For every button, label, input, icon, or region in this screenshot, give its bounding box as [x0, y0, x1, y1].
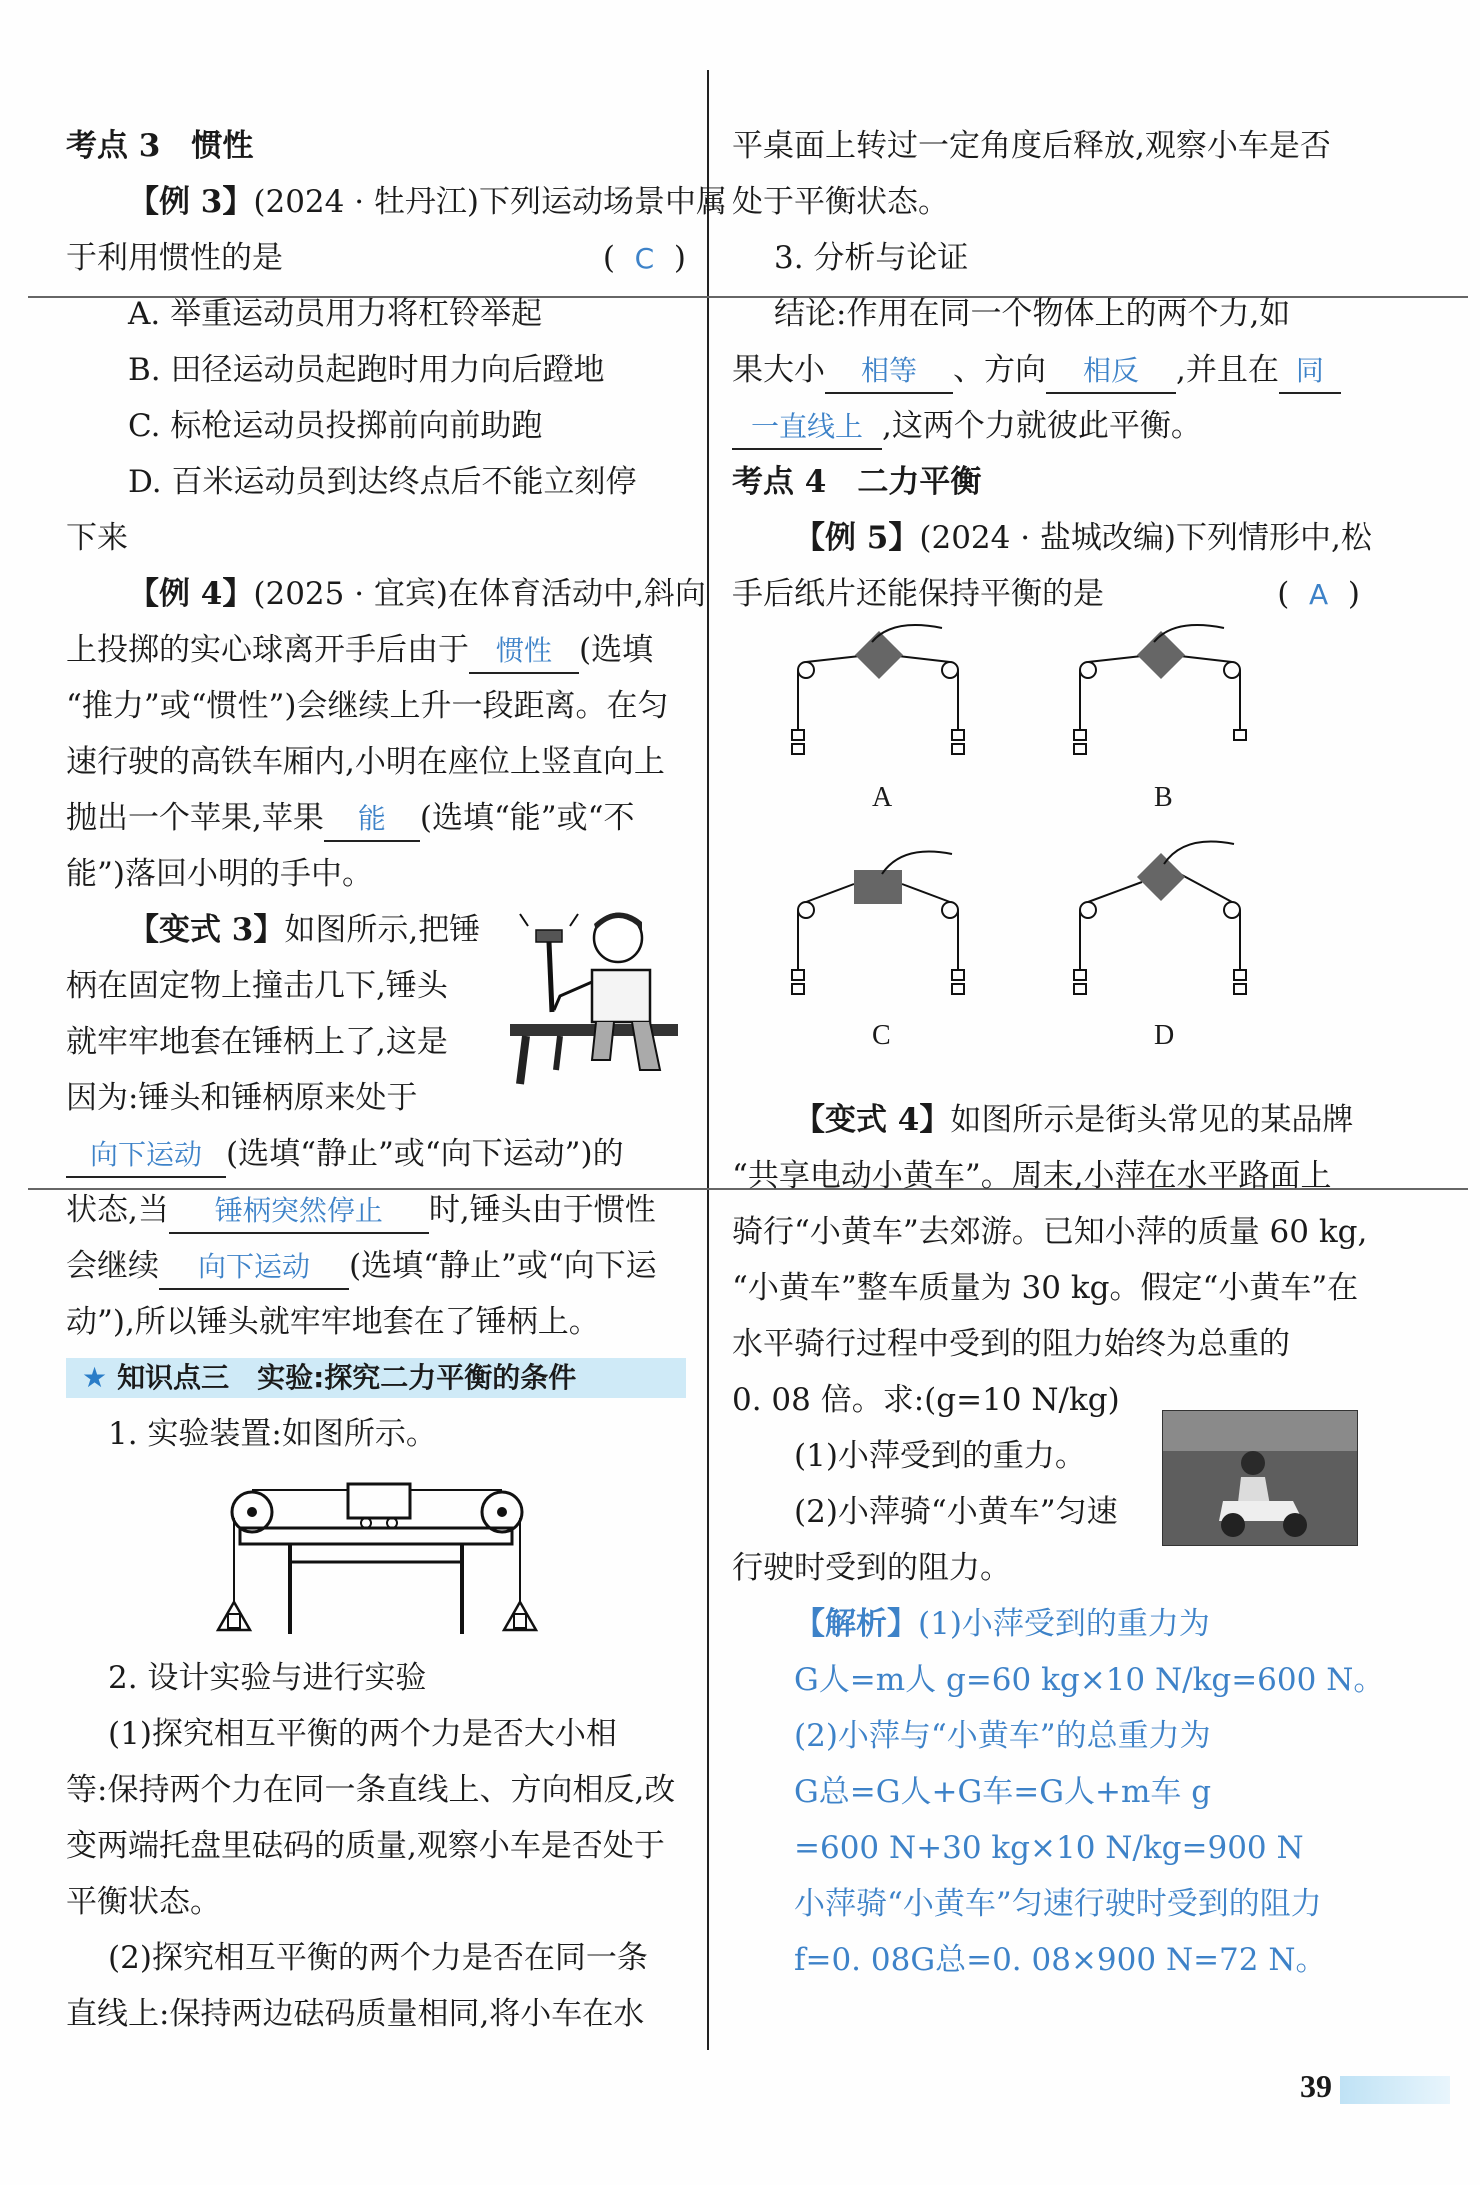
ex5-text: (2024 · 盐城改编)下列情形中,松 [919, 520, 1372, 556]
question-2-cont: 行驶时受到的阻力。 [732, 1550, 1011, 1586]
conclusion-line1: 结论:作用在同一个物体上的两个力,如 [774, 296, 1291, 332]
paper-balance-figures [732, 622, 1360, 1092]
question-2: (2)小萍骑“小黄车”匀速 [794, 1494, 1118, 1530]
ex4-text: (2025 · 宜宾)在体育活动中,斜向 [253, 576, 706, 612]
concl-text: 果大小 [732, 352, 825, 388]
concl-text: 、方向 [953, 352, 1046, 388]
ex5-label: 【例 5】 [794, 520, 920, 556]
solution-line3: (2)小萍与“小黄车”的总重力为 [794, 1718, 1211, 1754]
ex5-answer-box: ( A ) [1277, 576, 1360, 612]
ex4-line4: 速行驶的高铁车厢内,小明在座位上竖直向上 [66, 744, 665, 780]
ex4-blank-1: 惯性 [469, 630, 579, 674]
solution-line7: f=0. 08G总=0. 08×900 N=72 N。 [794, 1942, 1327, 1978]
r-line2: 处于平衡状态。 [732, 184, 949, 220]
var3-line8: 动”),所以锤头就牢牢地套在了锤柄上。 [66, 1304, 600, 1340]
concl-blank-2: 相反 [1046, 350, 1176, 394]
kp3-title: 考点 3 惯性 [66, 128, 254, 164]
solution-label: 【解析】 [794, 1606, 918, 1642]
var3-text: (选填“静止”或“向下运 [349, 1248, 657, 1284]
figure-label-a: A [872, 782, 893, 813]
var3-line4: 因为:锤头和锤柄原来处于 [66, 1080, 418, 1116]
ex5-text: 手后纸片还能保持平衡的是 [732, 576, 1104, 612]
var3-line2: 柄在固定物上撞击几下,锤头 [66, 968, 448, 1004]
concl-blank-3b: 一直线上 [732, 406, 882, 450]
solution-line6: 小萍骑“小黄车”匀速行驶时受到的阻力 [794, 1886, 1322, 1922]
figure-label-d: D [1154, 1020, 1175, 1051]
figure-a [792, 625, 964, 754]
ex4-text: (选填 [579, 632, 654, 668]
ex3-label: 【例 3】 [128, 184, 254, 220]
boy-hammer-drawing [500, 900, 690, 1088]
step-1: 1. 实验装置:如图所示。 [108, 1416, 437, 1452]
conclusion-line2 [732, 342, 1360, 398]
var3-line6 [66, 1182, 686, 1238]
ex5-line2 [732, 566, 1360, 622]
var4-line5: 水平骑行过程中受到的阻力始终为总重的 [732, 1326, 1290, 1362]
solution-line1 [732, 1596, 1360, 1652]
p2-line2: 直线上:保持两边砝码质量相同,将小车在水 [66, 1996, 645, 2032]
ex4-line3: “推力”或“惯性”)会继续上升一段距离。在匀 [66, 688, 669, 724]
concl-blank-1: 相等 [825, 350, 953, 394]
example-3 [66, 174, 728, 230]
p1-line4: 平衡状态。 [66, 1884, 221, 1920]
p1-line3: 变两端托盘里砝码的质量,观察小车是否处于 [66, 1828, 665, 1864]
var3-text: 时,锤头由于惯性 [428, 1192, 656, 1228]
option-d-cont: 下来 [66, 520, 128, 556]
option-c: C. 标枪运动员投掷前向前助跑 [128, 408, 543, 444]
column-divider [707, 70, 709, 2050]
var3-line5 [66, 1126, 686, 1182]
concl-text: ,这两个力就彼此平衡。 [882, 408, 1202, 444]
paper-balance-diagram [732, 622, 1360, 1092]
var3-blank-3: 向下运动 [159, 1246, 349, 1290]
var3-text: (选填“静止”或“向下运动”)的 [226, 1136, 624, 1172]
ex3-answer-box: ( C ) [602, 240, 686, 276]
ex4-line2 [66, 622, 686, 678]
var4-line6: 0. 08 倍。求:(g=10 N/kg) [732, 1382, 1120, 1418]
ex4-line6: 能”)落回小明的手中。 [66, 856, 373, 892]
question-1: (1)小萍受到的重力。 [794, 1438, 1086, 1474]
solution-line2: G人=m人 g=60 kg×10 N/kg=600 N。 [794, 1662, 1385, 1698]
ex4-text: 抛出一个苹果,苹果 [66, 800, 324, 836]
apparatus-diagram [66, 1462, 686, 1650]
var3-blank-2: 锤柄突然停止 [169, 1190, 429, 1234]
ex4-blank-2: 能 [324, 798, 420, 842]
right-column [732, 118, 1385, 1988]
variant-4 [732, 1092, 1360, 1148]
scooter-photo-drawing [1163, 1411, 1357, 1545]
example-4 [66, 566, 706, 622]
apparatus-figure [66, 1462, 686, 1650]
r-line1: 平桌面上转过一定角度后释放,观察小车是否 [732, 128, 1331, 164]
solution-line4: G总=G人+G车=G人+m车 g [794, 1774, 1212, 1810]
figure-d [1074, 842, 1246, 995]
option-a: A. 举重运动员用力将杠铃举起 [128, 296, 543, 332]
example-5 [732, 510, 1372, 566]
ex4-line5 [66, 790, 686, 846]
solution-text: (1)小萍受到的重力为 [918, 1606, 1210, 1642]
var3-text: 如图所示,把锤 [284, 912, 481, 948]
var4-line3: 骑行“小黄车”去郊游。已知小萍的质量 60 kg, [732, 1214, 1368, 1250]
p1-line2: 等:保持两个力在同一条直线上、方向相反,改 [66, 1772, 676, 1808]
ex4-label: 【例 4】 [128, 576, 254, 612]
conclusion-line3 [732, 398, 1360, 454]
figure-label-b: B [1154, 782, 1173, 813]
var3-line3: 就牢牢地套在锤柄上了,这是 [66, 1024, 448, 1060]
ex4-text: 上投掷的实心球离开手后由于 [66, 632, 469, 668]
var3-label: 【变式 3】 [128, 912, 285, 948]
option-d: D. 百米运动员到达终点后不能立刻停 [128, 464, 637, 500]
ex5-answer: A [1309, 578, 1329, 611]
var3-text: 状态,当 [66, 1192, 169, 1228]
option-b: B. 田径运动员起跑时用力向后蹬地 [128, 352, 605, 388]
section-title: 知识点三 实验:探究二力平衡的条件 [117, 1361, 577, 1394]
kp4-title: 考点 4 二力平衡 [732, 464, 982, 500]
page-number: 39 [1300, 2068, 1332, 2104]
hammer-illustration [500, 900, 690, 1092]
p2-line1: (2)探究相互平衡的两个力是否在同一条 [108, 1940, 648, 1976]
solution-line5: =600 N+30 kg×10 N/kg=900 N [794, 1830, 1304, 1866]
ex3-text: (2024 · 牡丹江)下列运动场景中属 [253, 184, 728, 220]
concl-text: ,并且在 [1176, 352, 1279, 388]
figure-label-c: C [872, 1020, 891, 1051]
var4-line2: “共享电动小黄车”。周末,小萍在水平路面上 [732, 1158, 1332, 1194]
var3-text: 会继续 [66, 1248, 159, 1284]
star-icon: ★ [82, 1361, 108, 1394]
ex3-answer: C [634, 242, 655, 275]
var3-line7 [66, 1238, 686, 1294]
scooter-photo [1162, 1410, 1358, 1546]
page-number-bar [1340, 2076, 1450, 2104]
var4-line4: “小黄车”整车质量为 30 kg。假定“小黄车”在 [732, 1270, 1359, 1306]
ex4-text: (选填“能”或“不 [419, 800, 635, 836]
step-3: 3. 分析与论证 [774, 240, 969, 276]
var3-blank-1: 向下运动 [66, 1134, 226, 1178]
var4-label: 【变式 4】 [794, 1102, 951, 1138]
step-2: 2. 设计实验与进行实验 [108, 1660, 427, 1696]
figure-c [792, 852, 964, 995]
p1-line1: (1)探究相互平衡的两个力是否大小相 [108, 1716, 617, 1752]
section-band [66, 1358, 686, 1398]
ex3-line2 [66, 230, 686, 286]
concl-blank-3a: 同 [1279, 350, 1341, 394]
figure-b [1074, 625, 1246, 754]
var4-text: 如图所示是街头常见的某品牌 [950, 1102, 1354, 1138]
ex3-text2: 于利用惯性的是 [66, 240, 283, 276]
